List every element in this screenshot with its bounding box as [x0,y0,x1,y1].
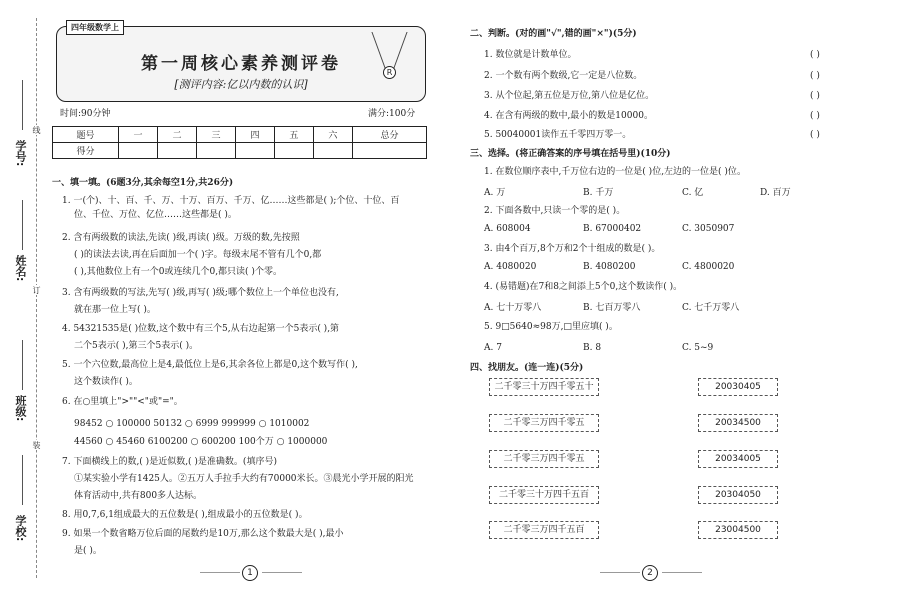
match-word-card[interactable]: 二千零三万四千零五 [489,414,599,432]
choice-question: 3. 由4个百万,8个万和2个十组成的数是( )。 [484,244,661,254]
choice-option[interactable]: C. 5~9 [682,343,714,353]
page-divider [200,572,240,573]
school-label: 学校: [14,515,27,542]
page-number: 1 [242,565,258,581]
page-divider [662,572,702,573]
match-number-card[interactable]: 20030405 [698,378,778,396]
score-table-header-row [53,127,427,143]
time-limit: 时间:90分钟 [60,109,111,119]
judge-answer-blank[interactable]: ( ) [810,111,820,121]
score-table-cell: 总分 [352,127,426,143]
choice-option[interactable]: B. 67000402 [583,224,642,234]
judge-answer-blank[interactable]: ( ) [810,71,820,81]
q-line: 44560 ○ 45460 6100200 ○ 600200 100个万 ○ 1000000 [74,437,328,447]
choice-question: 1. 在数位顺序表中,千万位右边的一位是( )位,左边的一位是( )位。 [484,167,746,177]
choice-option[interactable]: A. 608004 [484,224,531,234]
match-word-card[interactable]: 二千零三万四千零五 [489,450,599,468]
match-number-card[interactable]: 20304050 [698,486,778,504]
q-line: 6. 在○里填上">""<"或"="。 [62,397,183,407]
id-label: 学号: [14,140,27,167]
q-line: 这个数读作( )。 [74,377,138,387]
binding-strip [0,0,48,591]
score-table-cell: 三 [196,127,235,143]
id-blank[interactable] [22,80,23,130]
name-blank[interactable] [22,200,23,250]
q-line: 2. 含有两级数的读法,先读( )级,再读( )级。万级的数,先按照 [62,233,300,243]
q-line: 3. 含有两级数的写法,先写( )级,再写( )级;哪个数位上一个单位也没有, [62,288,339,298]
judge-answer-blank[interactable]: ( ) [810,91,820,101]
judge-item: 1. 数位就是计数单位。 [484,50,577,60]
q-line: ( )的读法去读,再在后面加一个( )字。每级末尾不管有几个0,都 [74,250,322,260]
score-table-cell: 四 [235,127,274,143]
choice-option[interactable]: B. 七百万零八 [583,303,641,313]
page-divider [262,572,302,573]
class-blank[interactable] [22,340,23,390]
choice-option[interactable]: A. 4080020 [484,262,537,272]
paper-title: 第一周核心素养测评卷 [141,54,341,74]
judge-item: 5. 50040001读作五千零四万零一。 [484,130,632,140]
q-line: 是( )。 [74,546,102,556]
paper-subtitle: [测评内容:亿以内数的认识] [174,78,308,91]
page-divider [600,572,640,573]
score-input-cell[interactable] [157,143,196,159]
score-input-cell[interactable] [352,143,426,159]
score-table-cell: 一 [119,127,158,143]
q-line: 98452 ○ 100000 50132 ○ 6999 999999 ○ 1010002 [74,419,310,429]
binding-tag-a: 装 [32,441,41,449]
choice-option[interactable]: B. 4080200 [583,262,636,272]
choice-question: 5. 9□5640≈98万,□里应填( )。 [484,322,618,332]
grade-tag: 四年级数学上 [66,20,124,35]
choice-option[interactable]: C. 亿 [682,188,704,198]
medal-icon: R [383,66,396,79]
title-box [56,26,426,102]
binding-line [36,18,37,578]
score-input-cell[interactable] [235,143,274,159]
score-table-cell: 六 [313,127,352,143]
q-line: 就在那一位上写( )。 [74,305,156,315]
q-line: ( ),其他数位上有一个0或连续几个0,都只读( )个零。 [74,267,282,277]
q-line: 位、千位、万位、亿位……这些都是( )。 [74,210,237,220]
match-word-card[interactable]: 二千零三十万四千零五十 [489,378,599,396]
q-line: 二个5表示( ),第三个5表示( )。 [74,341,199,351]
match-number-card[interactable]: 20034005 [698,450,778,468]
q-line: 8. 用0,7,6,1组成最大的五位数是( ),组成最小的五位数是( )。 [62,510,308,520]
q-line: ①某实验小学有1425人。②五万人手拉手大约有70000米长。③晨光小学开展的阳光 [74,474,414,484]
section-1-title: 一、填一填。(6题3分,其余每空1分,共26分) [52,178,234,188]
score-table-cell: 得分 [53,143,119,159]
score-table-cell: 二 [157,127,196,143]
binding-tag-b: 订 [32,286,41,294]
q-line: 4. 54321535是( )位数,这个数中有三个5,从右边起第一个5表示( ),第 [62,324,340,334]
choice-option[interactable]: C. 4800020 [682,262,735,272]
choice-option[interactable]: A. 七十万零八 [484,303,542,313]
choice-option[interactable]: B. 8 [583,343,602,353]
class-label: 班级: [14,395,27,422]
school-blank[interactable] [22,455,23,505]
choice-option[interactable]: B. 千万 [583,188,614,198]
judge-item: 2. 一个数有两个数级,它一定是八位数。 [484,71,643,81]
match-number-card[interactable]: 20034500 [698,414,778,432]
q-line: 7. 下面横线上的数,( )是近似数,( )是准确数。(填序号) [62,457,277,467]
choice-option[interactable]: A. 7 [484,343,502,353]
section-2-title: 二、判断。(对的画"√",错的画"×")(5分) [470,29,637,39]
score-input-cell[interactable] [313,143,352,159]
judge-item: 4. 在含有两级的数中,最小的数是10000。 [484,111,653,121]
choice-option[interactable]: A. 万 [484,188,506,198]
score-table-score-row [53,143,427,159]
judge-item: 3. 从个位起,第五位是万位,第八位是亿位。 [484,91,655,101]
choice-question: 2. 下面各数中,只读一个零的是( )。 [484,206,626,216]
binding-tag-c: 线 [32,126,41,134]
match-word-card[interactable]: 二千零三万四千五百 [489,521,599,539]
q-line: 1. 一(个)、十、百、千、万、十万、百万、千万、亿……这些都是( );个位、十位、百 [62,196,400,206]
q-line: 5. 一个六位数,最高位上是4,最低位上是6,其余各位上都是0,这个数写作( ), [62,360,358,370]
score-input-cell[interactable] [196,143,235,159]
choice-option[interactable]: C. 3050907 [682,224,735,234]
score-table [52,126,427,159]
section-4-title: 四、找朋友。(连一连)(5分) [470,363,584,373]
score-input-cell[interactable] [119,143,158,159]
judge-answer-blank[interactable]: ( ) [810,130,820,140]
judge-answer-blank[interactable]: ( ) [810,50,820,60]
q-line: 体育活动中,共有800多人达标。 [74,491,203,501]
score-table-cell: 题号 [53,127,119,143]
match-word-card[interactable]: 二千零三十万四千五百 [489,486,599,504]
choice-question: 4. (易错题)在7和8之间添上5个0,这个数读作( )。 [484,282,683,292]
name-label: 姓名: [14,255,27,282]
section-3-title: 三、选择。(将正确答案的序号填在括号里)(10分) [470,149,671,159]
match-number-card[interactable]: 23004500 [698,521,778,539]
score-input-cell[interactable] [274,143,313,159]
full-score: 满分:100分 [368,109,416,119]
choice-option[interactable]: D. 百万 [760,188,791,198]
page-number: 2 [642,565,658,581]
score-table-cell: 五 [274,127,313,143]
q-line: 9. 如果一个数省略万位后面的尾数约是10万,那么这个数最大是( ),最小 [62,529,344,539]
choice-option[interactable]: C. 七千万零八 [682,303,740,313]
